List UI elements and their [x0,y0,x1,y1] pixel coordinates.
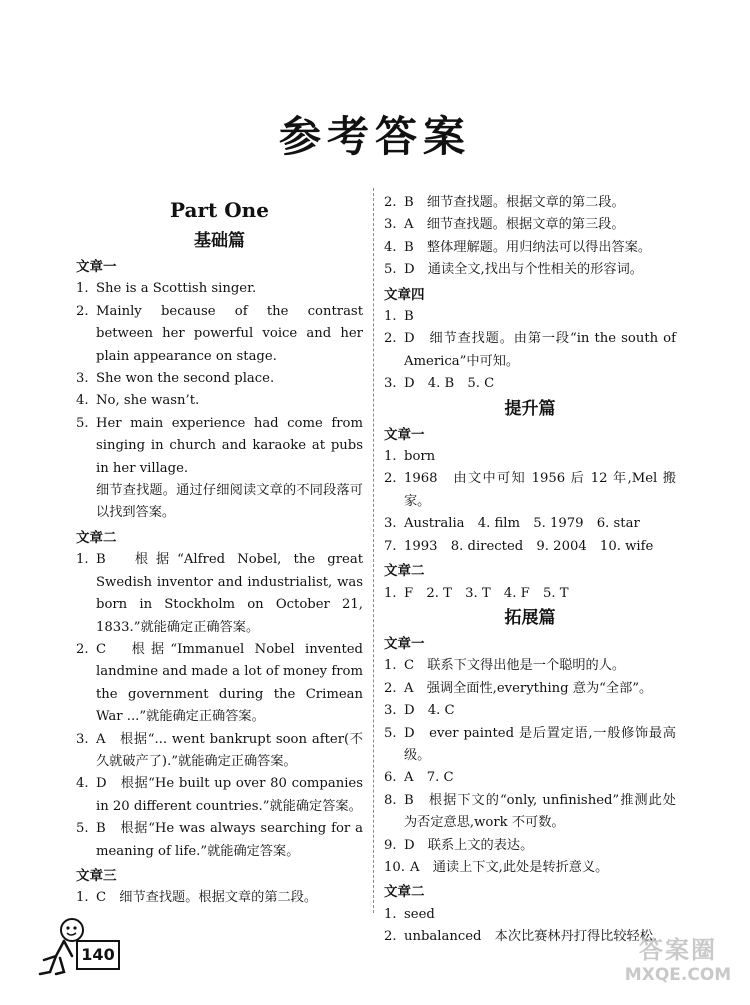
answer-item: 1. born [384,449,436,465]
answer-item: 2. unbalanced 本次比赛林丹打得比较轻松, [384,929,658,945]
article-4-heading: 文章四 [384,286,425,303]
answer-item: 2. Mainly because of the contrast between her powerful voice and her plain appearance on stage. [76,303,363,364]
answer-item: 5. D ever painted 是后置定语,一般修饰最高级。 [384,725,676,763]
answer-item: 3. D 4. B 5. C [384,376,495,392]
answer-item: 2. 1968 由文中可知 1956 后 12 年,Mel 搬家。 [384,471,676,509]
answer-item: 1. C 细节查找题。根据文章的第二段。 [76,890,318,906]
column-divider [373,188,374,913]
article-2-heading: 文章二 [76,529,117,546]
answer-item: 2. A 强调全面性,everything 意为“全部”。 [384,680,653,696]
answer-item: 5. B 根据“He was always searching for a meaning of life.”就能确定答案。 [76,821,363,859]
answer-item: 3. Australia 4. film 5. 1979 6. star [384,516,640,532]
answer-item: 8. B 根据下文的“only, unfinished”推测此处为否定意思,work 不可数。 [384,792,676,831]
article-1-heading: 文章一 [384,635,425,652]
answer-item: 1. seed [384,906,435,922]
article-2-heading: 文章二 [384,884,425,901]
answer-item: 10. A 通读上下文,此处是转折意义。 [384,859,609,875]
answer-item: 4. D 根据“He built up over 80 companies in 20 different countries.”就能确定答案。 [76,776,363,814]
answer-item: 3. She won the second place. [76,371,275,387]
part-title: Part One [170,198,269,222]
answer-item: 9. D 联系上文的表达。 [384,837,534,853]
right-column [384,192,676,949]
answer-item: 2. B 细节查找题。根据文章的第二段。 [384,195,625,210]
answer-item: 3. A 细节查找题。根据文章的第三段。 [384,217,625,233]
answer-item: 2. D 细节查找题。由第一段“in the south of America”中可知。 [384,331,676,369]
answer-item: 1. B 根据“Alfred Nobel, the great Swedish inventor and industrialist, was born in Stockholm on October 21, 1833.”就能确定正确答案。 [76,552,363,635]
watermark-logo: 答案圈 MXQE.COM [624,936,732,985]
answer-item: 1. She is a Scottish singer. [76,281,257,297]
section-title-advanced: 提升篇 [504,398,556,419]
answer-item: 3. A 根据“... went bankrupt soon after(不久就破产了).”就能确定正确答案。 [76,731,363,769]
answer-item: 1. F 2. T 3. T 4. F 5. T [384,585,569,601]
left-column [76,192,363,910]
page-number: 140 [76,940,120,970]
article-1-heading: 文章一 [76,259,117,275]
answer-item: 6. A 7. C [384,770,454,786]
article-2-heading: 文章二 [384,563,425,580]
section-title-extension: 拓展篇 [504,607,556,628]
answer-item: 2. C 根据“Immanuel Nobel invented landmine and made a lot of money from the government during the Crimean War ...”就能确定正确答案。 [76,641,363,725]
answer-item: 7. 1993 8. directed 9. 2004 10. wife [384,538,654,554]
page-title: 参考答案 [278,112,471,161]
answer-item: 1. B [384,309,414,325]
answer-item: 1. C 联系下文得出他是一个聪明的人。 [384,658,626,674]
answer-item: 3. D 4. C [384,703,455,719]
article-3-heading: 文章三 [76,867,117,884]
answer-item: 4. No, she wasn’t. [76,393,200,409]
answer-item: 5. D 通读全文,找出与个性相关的形容词。 [384,262,643,278]
answer-item: 5. Her main experience had come from singing in church and karaoke at pubs in her village. [76,415,363,476]
article-1-heading: 文章一 [384,426,425,443]
section-title-basic: 基础篇 [194,231,245,251]
answer-item: 4. B 整体理解题。用归纳法可以得出答案。 [384,239,652,255]
answer-note: 细节查找题。通过仔细阅读文章的不同段落可以找到答案。 [96,483,363,521]
